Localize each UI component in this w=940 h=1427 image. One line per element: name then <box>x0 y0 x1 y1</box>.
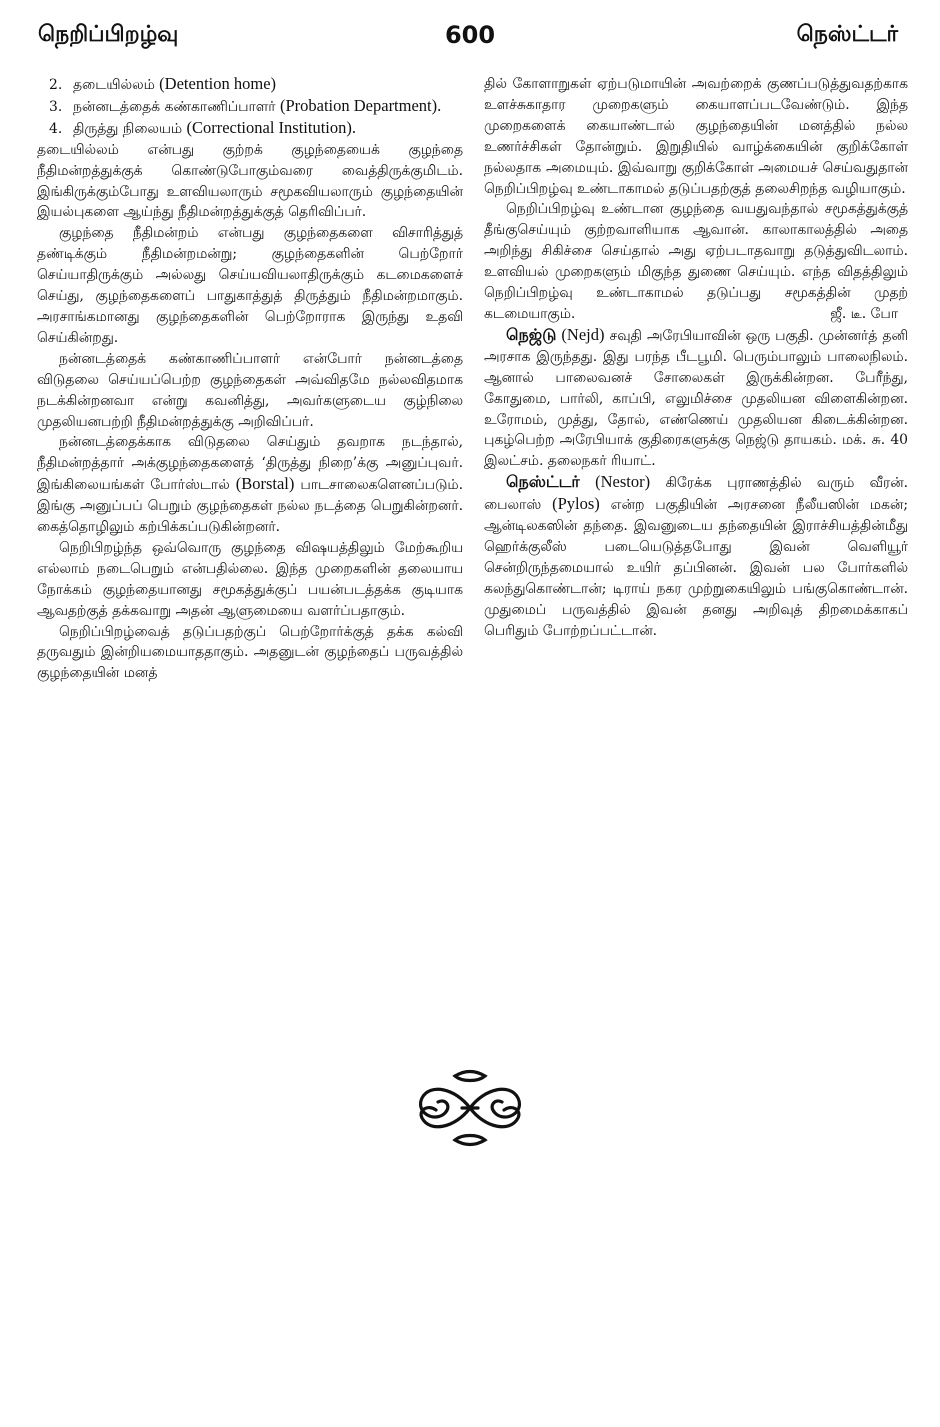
latin-term: (Nejd) <box>561 324 605 344</box>
paragraph <box>484 199 908 324</box>
entry-nejd <box>484 325 908 472</box>
paragraph: நெறிப்பிறழ்வைத் தடுப்பதற்குப் பெற்றோர்க்குத் தக்க கல்வி தருவதும் இன்றியமையாததாகும். அதனுடன் குழந்தைப் பருவத்தில் குழந்தையின் மனத் <box>37 623 463 682</box>
list-item <box>37 74 463 96</box>
paragraph-text: பாடசாலைகளெனப்படும். இங்கு அனுப்பப் பெறும் குழந்தைகள் நல்ல நடத்தை பெறுகின்றனர். கைத்தொழிலும் கற்பிக்கப்படுகின்றனர். <box>37 477 463 536</box>
list-text: தடையில்லம் <box>73 77 155 93</box>
entry-text: கிரேக்க புராணத்தில் வரும் வீரன். பைலாஸ் <box>484 475 909 514</box>
latin-term: (Probation Department). <box>279 95 442 115</box>
entry-nestor <box>484 472 908 641</box>
entry-text: என்ற பகுதியின் அரசனை நீலீயஸின் மகன்; ஆன்டிலகஸின் தந்தை. இவனுடைய தந்தையின் இராச்சியத்தின்மீது ஹெர்க்குலீஸ் படையெடுத்தபோது இவன் வெளியூர் சென்றிருந்தமையால் உயிர் தப்பினன். இவன் பல போர்களில் கலந்துகொண்டான்; டிராய் நகர முற்றுகையிலும் பங்குகொண்டான். முதுமைப் பருவத்தில் இவன் தனது அறிவுத் திறமைக்காகப் பெரிதும் போற்றப்பட்டான். <box>484 497 909 639</box>
paragraph <box>37 432 463 538</box>
paragraph: நன்னடத்தைக் கண்காணிப்பாளர் என்போர் நன்னடத்தை விடுதலை செய்யப்பெற்ற குழந்தைகள் அவ்விதமே நல்லவிதமாக நடக்கின்றனவா என்று கவனித்து, அவர்களுடைய குழ்நிலை முதலியனபற்றி நீதிமன்றத்துக்கு அறிவிப்பர். <box>37 350 463 430</box>
ornament-svg <box>410 1068 530 1148</box>
latin-term: (Borstal) <box>235 474 295 494</box>
right-column <box>484 74 908 641</box>
list-number: 4. <box>49 120 63 137</box>
ornament-curl-upper-left <box>421 1089 470 1117</box>
left-column <box>37 74 463 684</box>
paragraph: தடையில்லம் என்பது குற்றக் குழந்தையைக் குழந்தை நீதிமன்றத்துக்குக் கொண்டுபோகும்வரை வைத்திருக்குமிடம். இங்கிருக்கும்போது உளவியலாரும் சமூகவியலாரும் குழந்தையின் இயல்புகளை ஆய்ந்து நீதிமன்றத்துக்குத் தெரிவிப்பர். <box>37 141 463 221</box>
latin-term: (Nestor) <box>595 472 651 492</box>
paragraph: நெறிபிறழ்ந்த ஒவ்வொரு குழந்தை விஷயத்திலும் மேற்கூறிய எல்லாம் நடைபெறும் என்பதில்லை. இந்த முறைகளின் தலையாய நோக்கம் குழந்தையானது சமூகத்துக்குப் பயன்படத்தக்க குடியாக ஆவதற்குத் தக்கவாறு அதன் ஆளுமையை வளர்ப்பதாகும். <box>37 539 463 619</box>
list-text: திருத்து நிலையம் <box>73 120 183 137</box>
page-number: 600 <box>444 21 496 49</box>
list-number: 3. <box>49 98 63 115</box>
list-text: நன்னடத்தைக் கண்காணிப்பாளர் <box>73 98 276 115</box>
decorative-scroll-ornament-icon <box>410 1068 530 1148</box>
ornament-curl-upper-right <box>470 1089 519 1117</box>
list-item <box>37 118 463 140</box>
list-item <box>37 96 463 118</box>
entry-heading: நெஸ்ட்டர் <box>506 472 580 492</box>
ornament-leaf-top <box>455 1072 485 1081</box>
running-head-left: நெறிப்பிறழ்வு <box>38 22 179 47</box>
paragraph: குழந்தை நீதிமன்றம் என்பது குழந்தைகளை விசாரித்துத் தண்டிக்கும் நீதிமன்றமன்று; குழந்தைகளின் பெற்றோர் செய்யாதிருக்கும் அல்லது செய்யவியலாதிருக்கும் கடமைகளைச் செய்து, குழந்தைகளைப் பாதுகாத்துத் திருத்தும் நீதிமன்றமாகும். அரசாங்கமானது குழந்தைகளின் பெற்றோராக இருந்து உதவி செய்கின்றது. <box>37 225 463 346</box>
paragraph: தில் கோளாறுகள் ஏற்படுமாயின் அவற்றைக் குணப்படுத்துவதற்காக உளச்சுகாதார முறைகளும் கையாளப்படவேண்டும். இந்த முறைகளைக் கையாண்டால் குழந்தையின் மனத்தில் நல்ல உணர்ச்சிகள் தோன்றும். இறுதியில் வாழ்க்கையின் குறிக்கோள் நல்லதாக அமையும். இவ்வாறு குறிக்கோள் அமையச் செய்வதுதான் நெறிப்பிறழ்வு உண்டாகாமல் தடுப்பதற்குத் தலைசிறந்த வழியாகும். <box>484 76 908 197</box>
latin-term: (Detention home) <box>159 74 277 93</box>
latin-term: (Correctional Institution). <box>186 117 356 137</box>
paragraph-text: நெறிப்பிறழ்வு உண்டான குழந்தை வயதுவந்தால் சமூகத்துக்குத் தீங்குசெய்யும் குற்றவாளியாக ஆவான். காலாகாலத்தில் அதை அறிந்து சிகிச்சை செய்தால் அது ஏற்படாதவாறு தடுத்துவிடலாம். உளவியல் முறைகளும் மிகுந்த துணை செய்யும். எந்த விதத்திலும் நெறிப்பிறழ்வு உண்டாகாமல் தடுப்பது சமூகத்தின் முதற் கடமையாகும். <box>484 201 908 322</box>
ornament-leaf-bottom <box>455 1136 485 1145</box>
entry-text: சவுதி அரேபியாவின் ஒரு பகுதி. முன்னர்த் தனி அரசாக இருந்தது. இது பரந்த பீடபூமி. பெரும்பாலும் பாலைநிலம். ஆனால் பாலைவனச் சோலைகள் இருக்கின்றன. பேரீந்து, கோதுமை, பார்லி, காப்பி, எலுமிச்சை முதலியன விளைகின்றன. உரோமம், முத்து, தோல், எண்ணெய் முதலியன கிடைக்கின்றன. புகழ்பெற்ற அரேபியாக் குதிரைகளுக்கு நெஜ்டு தாயகம். மக். சு. 40 இலட்சம். தலைநகர் ரியாட். <box>484 327 908 470</box>
list-number: 2. <box>49 77 63 93</box>
entry-heading: நெஜ்டு <box>506 324 557 344</box>
paragraph-text: நன்னடத்தைக்காக விடுதலை செய்தும் தவறாக நடந்தால், நீதிமன்றத்தார் அக்குழந்தைகளைத் ‘திருத்து நிறை’க்கு அனுப்புவர். இங்கிலையங்கள் போர்ஸ்டால் <box>37 434 463 494</box>
latin-term: (Pylos) <box>552 494 600 514</box>
author-signature: ஜீ. டீ. போ <box>830 305 898 322</box>
running-head-right: நெஸ்ட்டர் <box>796 22 898 47</box>
